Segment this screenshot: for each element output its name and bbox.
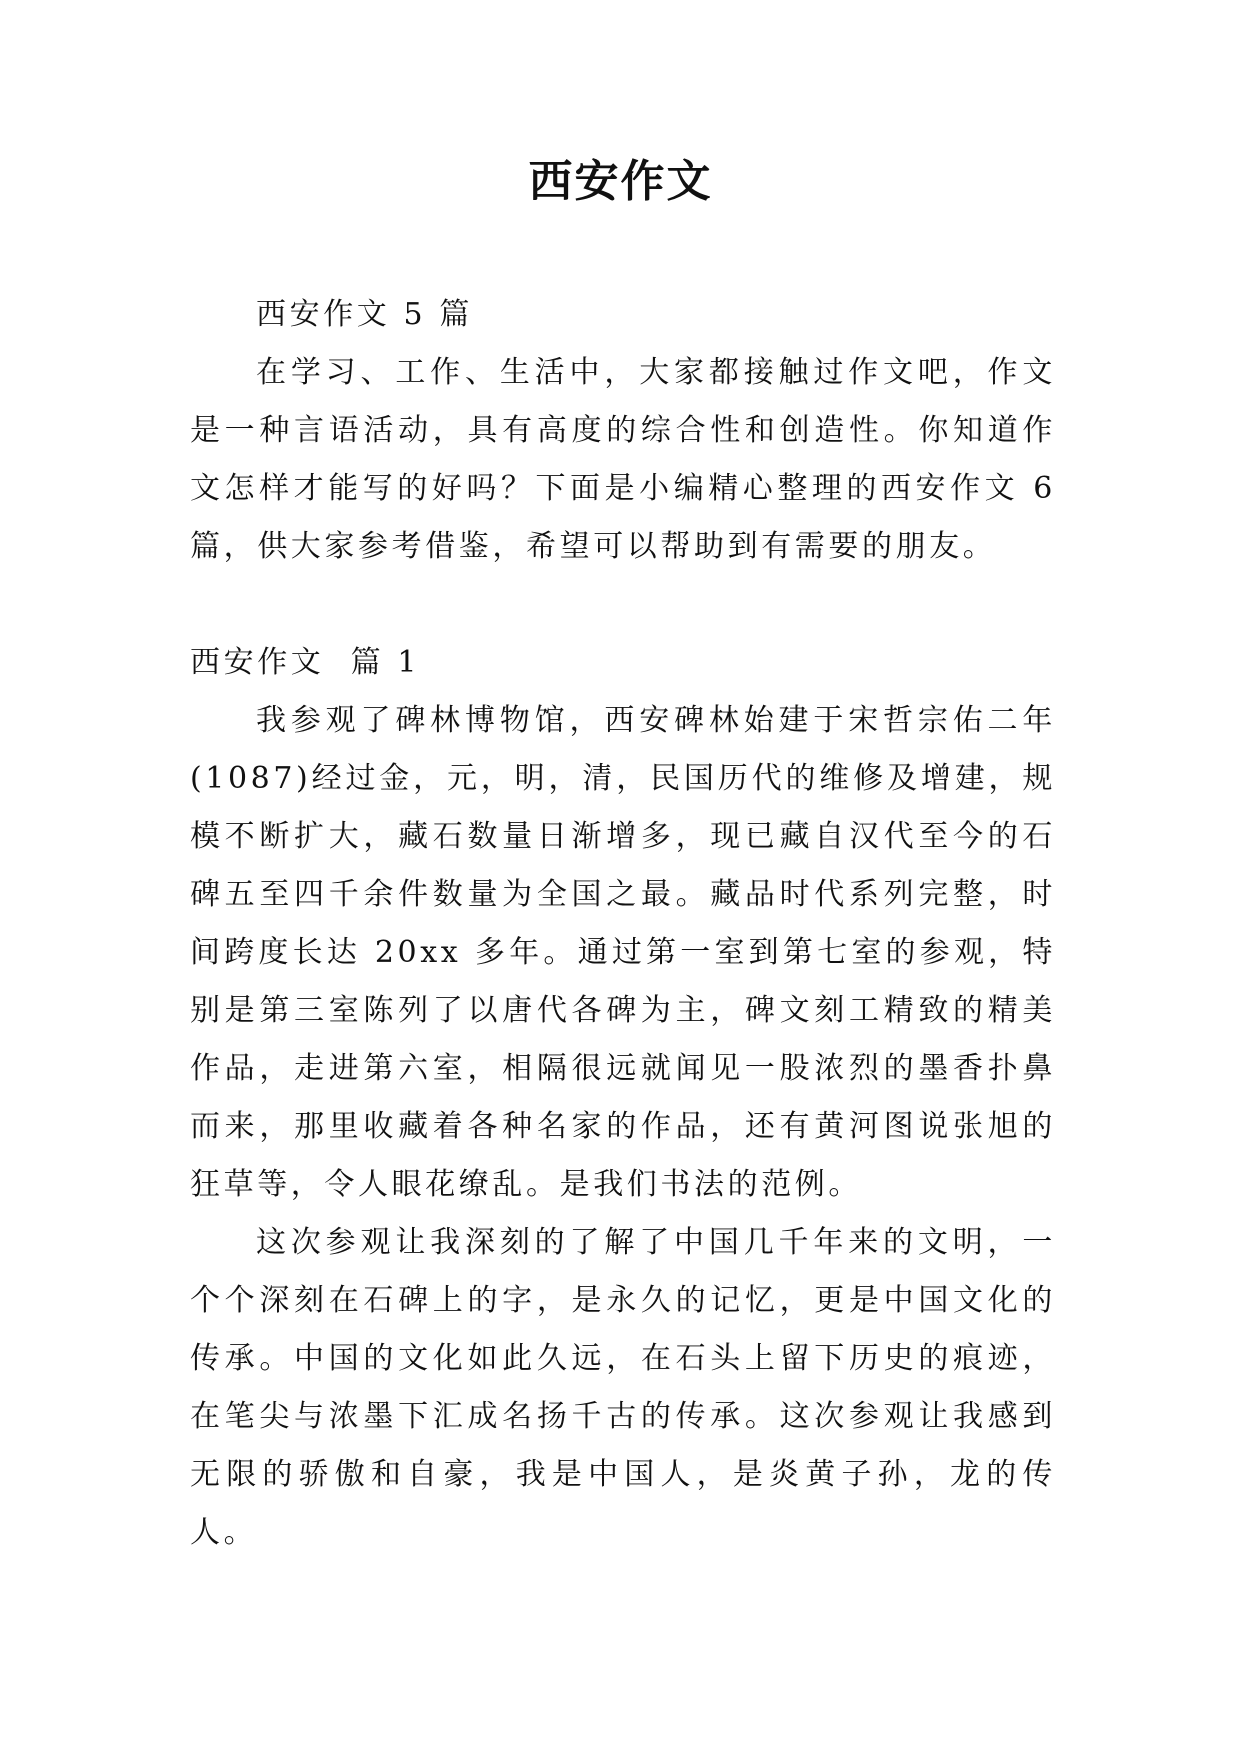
body-paragraph: 这次参观让我深刻的了解了中国几千年来的文明，一个个深刻在石碑上的字，是永久的记忆，更是中国文化的传承。中国的文化如此久远，在石头上留下历史的痕迹，在笔尖与浓墨下汇成名扬千古的传承。这次参观让我感到无限的骄傲和自豪，我是中国人，是炎黄子孙，龙的传人。 xyxy=(190,1225,1056,1550)
intro-paragraph: 在学习、工作、生活中，大家都接触过作文吧，作文是一种言语活动，具有高度的综合性和创造性。你知道作文怎样才能写的好吗？下面是小编精心整理的西安作文 6 篇，供大家参考借鉴，希望可以帮助到有需要的朋友。 xyxy=(190,355,1056,564)
document-body xyxy=(190,286,1056,1562)
paragraph-gap xyxy=(190,576,1056,634)
body-paragraph: 我参观了碑林博物馆，西安碑林始建于宋哲宗佑二年(1087)经过金，元，明，清，民国历代的维修及增建，规模不断扩大，藏石数量日渐增多，现已藏自汉代至今的石碑五至四千余件数量为全国之最。藏品时代系列完整，时间跨度长达 20xx 多年。通过第一室到第七室的参观，特别是第三室陈列了以唐代各碑为主，碑文刻工精致的精美作品，走进第六室，相隔很远就闻见一股浓烈的墨香扑鼻而来，那里收藏着各种名家的作品，还有黄河图说张旭的狂草等，令人眼花缭乱。是我们书法的范例。 xyxy=(190,703,1056,1202)
section-heading: 西安作文 篇 1 xyxy=(190,645,421,680)
document-subtitle: 西安作文 5 篇 xyxy=(256,297,473,332)
document-title: 西安作文 xyxy=(528,156,713,207)
